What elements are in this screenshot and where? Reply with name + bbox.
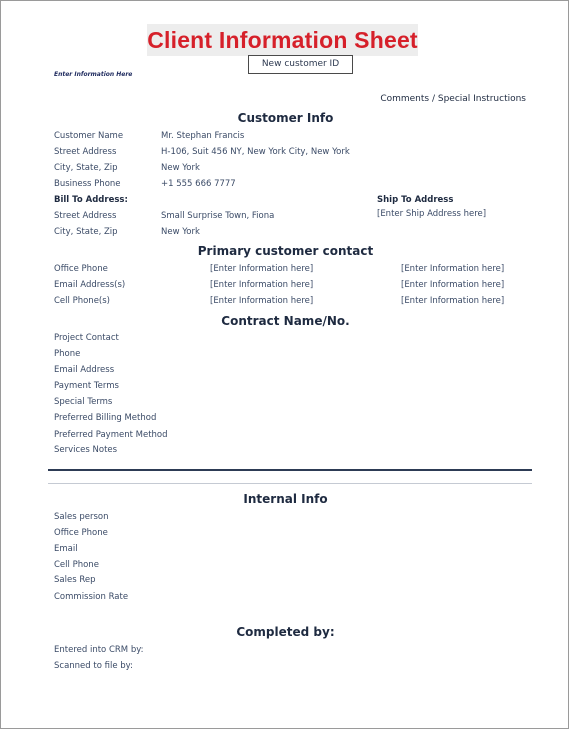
street-address-label: Street Address [54,147,117,157]
cell-phone-field-2[interactable]: [Enter Information here] [401,296,505,306]
customer-id-box[interactable]: New customer ID [248,55,353,74]
phone-label: Phone [54,349,81,359]
business-phone-value[interactable]: +1 555 666 7777 [161,179,236,189]
business-phone-label: Business Phone [54,179,121,189]
section-divider-thin [48,483,532,484]
customer-name-value[interactable]: Mr. Stephan Francis [161,131,245,141]
ship-address-field[interactable]: [Enter Ship Address here] [377,209,487,219]
payment-terms-label: Payment Terms [54,381,119,391]
office-phone-field-1[interactable]: [Enter Information here] [210,264,314,274]
customer-info-heading: Customer Info [237,111,334,125]
customer-name-label: Customer Name [54,131,124,141]
cell-phone-field-1[interactable]: [Enter Information here] [210,296,314,306]
sales-rep-label: Sales Rep [54,575,96,585]
bill-street-value[interactable]: Small Surprise Town, Fiona [161,211,275,221]
internal-info-heading: Internal Info [243,492,328,506]
city-state-zip-label: City, State, Zip [54,163,118,173]
cell-phone-label: Cell Phone(s) [54,296,110,306]
email-address-field-1[interactable]: [Enter Information here] [210,280,314,290]
internal-office-phone-label: Office Phone [54,528,108,538]
bill-city-value[interactable]: New York [161,227,200,237]
sheet-title: Client Information Sheet [147,24,418,56]
billing-method-label: Preferred Billing Method [54,413,157,423]
internal-email-label: Email [54,544,78,554]
email-address-field-2[interactable]: [Enter Information here] [401,280,505,290]
project-contact-label: Project Contact [54,333,119,343]
email-address-label: Email Address(s) [54,280,126,290]
contract-heading: Contract Name/No. [221,314,350,328]
entered-crm-label: Entered into CRM by: [54,645,144,655]
office-phone-label: Office Phone [54,264,108,274]
commission-rate-label: Commission Rate [54,592,129,602]
sales-person-label: Sales person [54,512,109,522]
city-state-zip-value[interactable]: New York [161,163,200,173]
payment-method-label: Preferred Payment Method [54,430,168,440]
bill-street-label: Street Address [54,211,117,221]
scanned-file-label: Scanned to file by: [54,661,133,671]
services-notes-label: Services Notes [54,445,118,455]
street-address-value[interactable]: H-106, Suit 456 NY, New York City, New York [161,147,350,157]
internal-cell-phone-label: Cell Phone [54,560,99,570]
ship-to-label: Ship To Address [377,195,454,205]
section-divider [48,469,532,471]
completed-by-heading: Completed by: [236,625,335,639]
office-phone-field-2[interactable]: [Enter Information here] [401,264,505,274]
comments-label: Comments / Special Instructions [380,94,526,104]
contract-email-label: Email Address [54,365,115,375]
enter-info-hint: Enter Information Here [54,71,133,78]
primary-contact-heading: Primary customer contact [197,244,374,258]
bill-to-label: Bill To Address: [54,195,128,205]
special-terms-label: Special Terms [54,397,113,407]
bill-city-label: City, State, Zip [54,227,118,237]
